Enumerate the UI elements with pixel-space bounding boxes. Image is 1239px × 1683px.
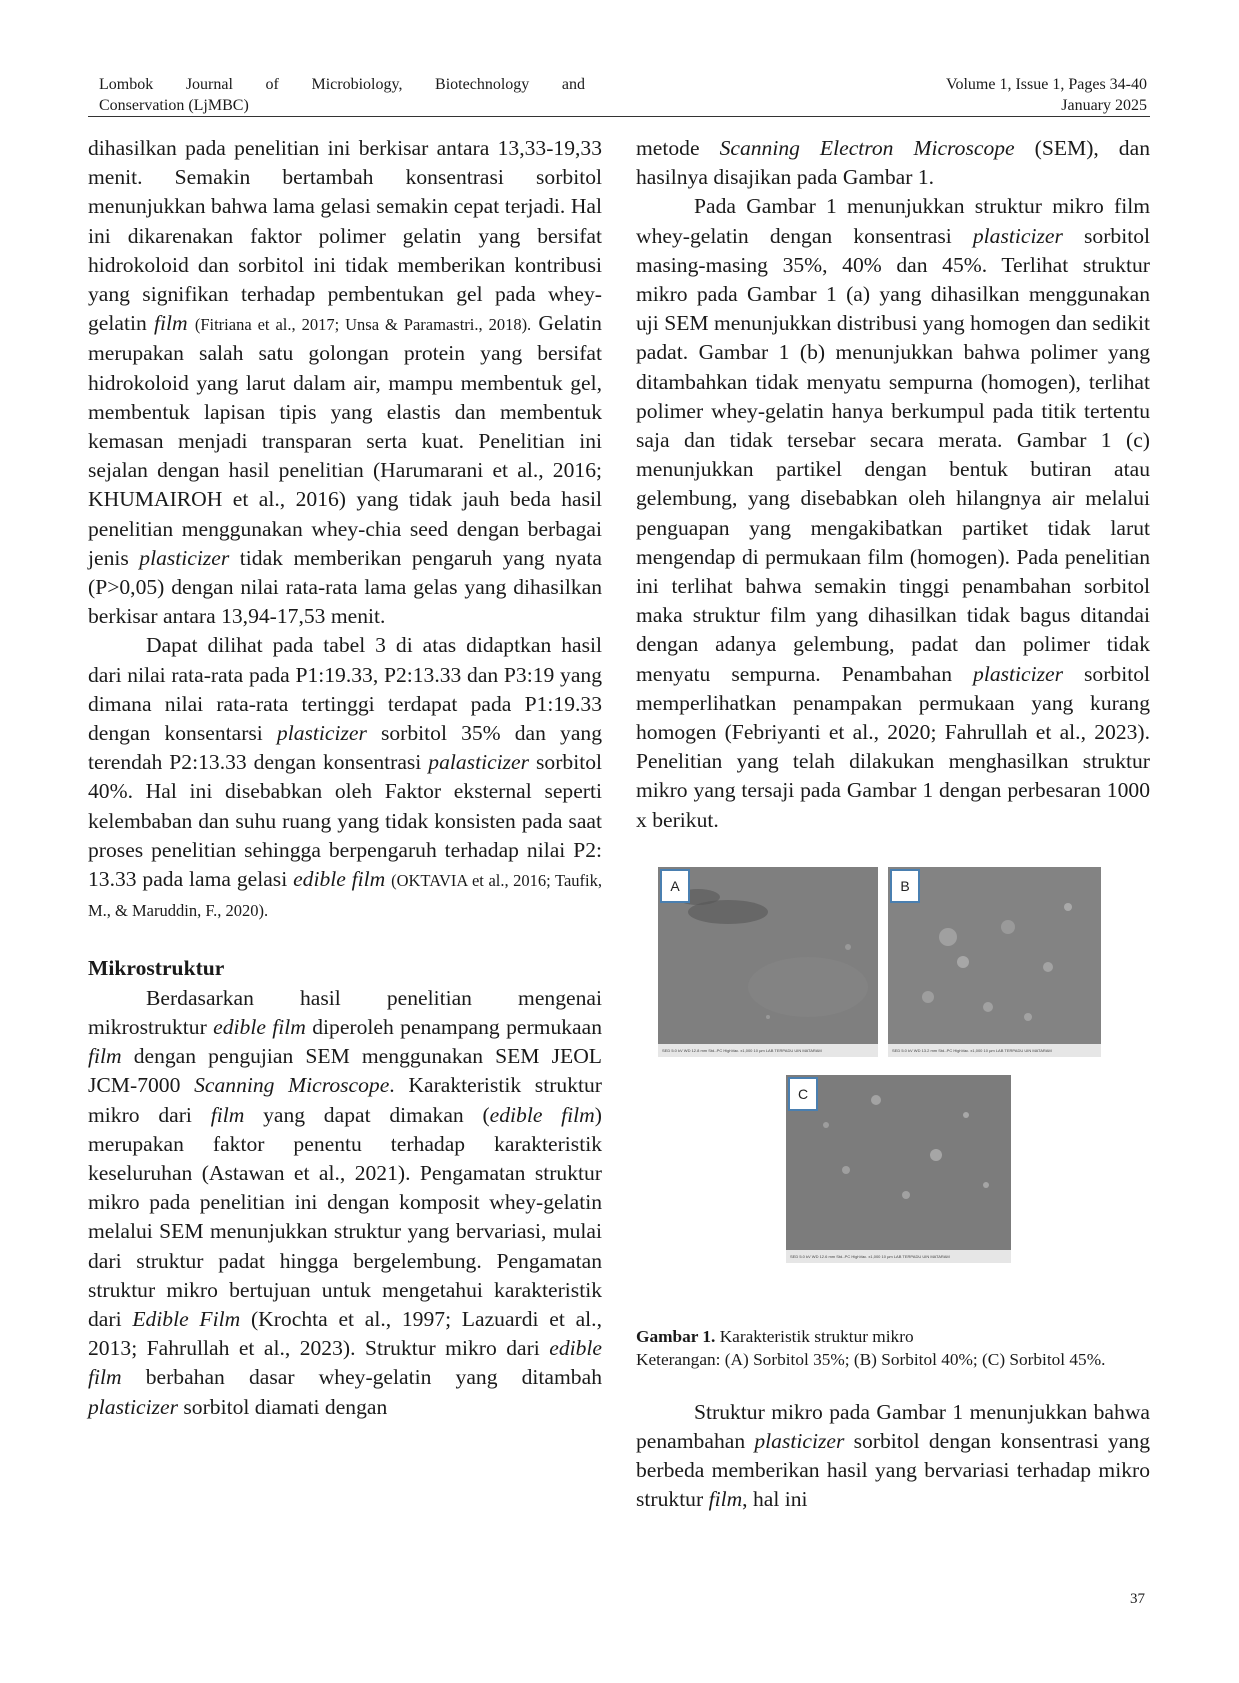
left-column [88, 134, 602, 1422]
paragraph: Pada Gambar 1 menunjukkan struktur mikro film whey-gelatin dengan konsentrasi plasticizer sorbitol masing-masing 35%, 40% dan 45%. Terlihat struktur mikro pada Gambar 1 (a) yang dihasilkan menggunakan uji SEM menunjukkan distribusi yang homogen dan sedikit padat. Gambar 1 (b) menunjukkan bahwa polimer yang ditambahkan tidak menyatu sempurna (homogen), terlihat polimer whey-gelatin hanya berkumpul pada titik tertentu saja dan tidak tersebar secara merata. Gambar 1 (c) menunjukkan partikel dengan bentuk butiran atau gelembung, yang disebabkan oleh hilangnya air melalui penguapan yang mengakibatkan partiket tidak larut mengendap di permukaan film (homogen). Pada penelitian ini terlihat bahwa semakin tinggi penambahan sorbitol maka struktur film yang dihasilkan tidak bagus ditandai dengan adanya gelembung, padat dan polimer tidak menyatu sempurna. Penambahan plasticizer sorbitol memperlihatkan penampakan permukaan yang kurang homogen (Febriyanti et al., 2020; Fahrullah et al., 2023). Penelitian yang telah dilakukan menghasilkan struktur mikro yang tersaji pada Gambar 1 dengan perbesaran 1000 x berikut. [636, 194, 1151, 832]
paragraph: Dapat dilihat pada tabel 3 di atas didaptkan hasil dari nilai rata-rata pada P1:19.33, P2:13.33 dan P3:19 yang dimana nilai rata-rata tertinggi terdapat pada P1:19.33 dengan konsentarsi plasticizer sorbitol 35% dan yang terendah P2:13.33 dengan konsentrasi palasticizer sorbitol 40%. Hal ini disebabkan oleh Faktor eksternal seperti kelembaban dan suhu ruang yang tidak konsisten pada saat proses penelitian sehingga berpengaruh terhadap nilai P2: 13.33 pada lama gelasi edible film (OKTAVIA et al., 2016; Taufik, M., & Maruddin, F., 2020). [88, 633, 603, 921]
header-word: and [561, 76, 585, 93]
paragraph: Berdasarkan hasil penelitian mengenai mikrostruktur edible film diperoleh penampang permukaan film dengan pengujian SEM menggunakan SEM JEOL JCM-7000 Scanning Microscope. Karakteristik struktur mikro dari film yang dapat dimakan (edible film) merupakan faktor penentu terhadap karakteristik keseluruhan (Astawan et al., 2021). Pengamatan struktur mikro pada penelitian ini dengan komposit whey-gelatin melalui SEM menunjukkan struktur yang bervariasi, mulai dari struktur padat hingga bergelembung. Pengamatan struktur mikro bertujuan untuk mengetahui karakteristik dari Edible Film (Krochta et al., 1997; Lazuardi et al., 2013; Fahrullah et al., 2023). Struktur mikro dari edible film berbahan dasar whey-gelatin yang ditambah plasticizer sorbitol diamati dengan [88, 985, 603, 1419]
paragraph: Struktur mikro pada Gambar 1 menunjukkan bahwa penambahan plasticizer sorbitol dengan konsentrasi yang berbeda memberikan hasil yang bervariasi terhadap mikro struktur film, hal ini [636, 1399, 1150, 1512]
panel-label: C [788, 1077, 818, 1111]
journal-name-line2: Conservation (LjMBC) [99, 97, 249, 114]
micrograph-texture [658, 867, 878, 1044]
header-word: of [265, 76, 279, 93]
issue-date: January 2025 [1061, 97, 1147, 114]
header-word: Lombok [99, 76, 154, 93]
micrograph-info-bar: SED 5.0 kV WD 12.8 mm Std.-PC HighVac. x1,000 10 µm LAB TERPADU UIN MATARAM [658, 1044, 878, 1057]
paragraph: dihasilkan pada penelitian ini berkisar antara 13,33-19,33 menit. Semakin bertambah konsentrasi sorbitol menunjukkan bahwa lama gelasi semakin cepat terjadi. Hal ini dikarenakan faktor polimer gelatin yang bersifat hidrokoloid dan sorbitol ini tidak memberikan kontribusi yang signifikan terhadap pembentukan gel pada whey-gelatin film (Fitriana et al., 2017; Unsa & Paramastri., 2018). Gelatin merupakan salah satu golongan protein yang bersifat hidrokoloid yang larut dalam air, mampu membentuk gel, membentuk lapisan tipis yang elastis dan membentuk kemasan menjadi transparan serta kuat. Penelitian ini sejalan dengan hasil penelitian (Harumarani et al., 2016; KHUMAIROH et al., 2016) yang tidak jauh beda hasil penelitian menggunakan whey-chia seed dengan berbagai jenis plasticizer tidak memberikan pengaruh yang nyata (P>0,05) dengan nilai rata-rata lama gelas yang dihasilkan berkisar antara 13,94-17,53 menit. [88, 136, 602, 629]
citation: (OKTAVIA et al., 2016; Taufik, M., & Maruddin, F., 2020). [88, 871, 602, 921]
running-header-journal [99, 74, 599, 116]
caption-title: Gambar 1. [636, 1326, 716, 1346]
caption-note: Keterangan: (A) Sorbitol 35%; (B) Sorbitol 40%; (C) Sorbitol 45%. [636, 1349, 1106, 1369]
paragraph: metode Scanning Electron Microscope (SEM), dan hasilnya disajikan pada Gambar 1. [636, 136, 1150, 190]
page-number: 37 [1130, 1591, 1145, 1607]
micrograph-info-bar: SED 5.0 kV WD 13.2 mm Std.-PC HighVac. x1,000 10 µm LAB TERPADU UIN MATARAM [888, 1044, 1101, 1057]
volume-info: Volume 1, Issue 1, Pages 34-40 [945, 76, 1147, 93]
journal-name-line1 [99, 74, 585, 95]
running-header-issue [747, 74, 1147, 116]
micrograph-info-bar: SED 5.0 kV WD 12.6 mm Std.-PC HighVac. x1,000 10 µm LAB TERPADU UIN MATARAM [786, 1250, 1011, 1263]
header-word: Journal [185, 76, 233, 93]
header-word: Biotechnology [435, 76, 530, 93]
sem-micrograph-c [786, 1075, 1011, 1263]
micrograph-texture [786, 1075, 1011, 1250]
header-rule [88, 116, 1150, 117]
right-column [636, 134, 1150, 1515]
sem-micrograph-b [888, 867, 1101, 1057]
panel-label: A [660, 869, 690, 903]
panel-label: B [890, 869, 920, 903]
header-word: Microbiology, [311, 76, 403, 93]
citation: (Fitriana et al., 2017; Unsa & Paramastri., 2018). [194, 315, 532, 335]
section-heading: Mikrostruktur [88, 956, 225, 981]
sem-micrograph-a [658, 867, 878, 1057]
figure-caption: Gambar 1. Karakteristik struktur mikro Keterangan: (A) Sorbitol 35%; (B) Sorbitol 40%; (C) Sorbitol 45%. [636, 1326, 1106, 1369]
figure-sem-micrographs [636, 867, 1150, 1312]
